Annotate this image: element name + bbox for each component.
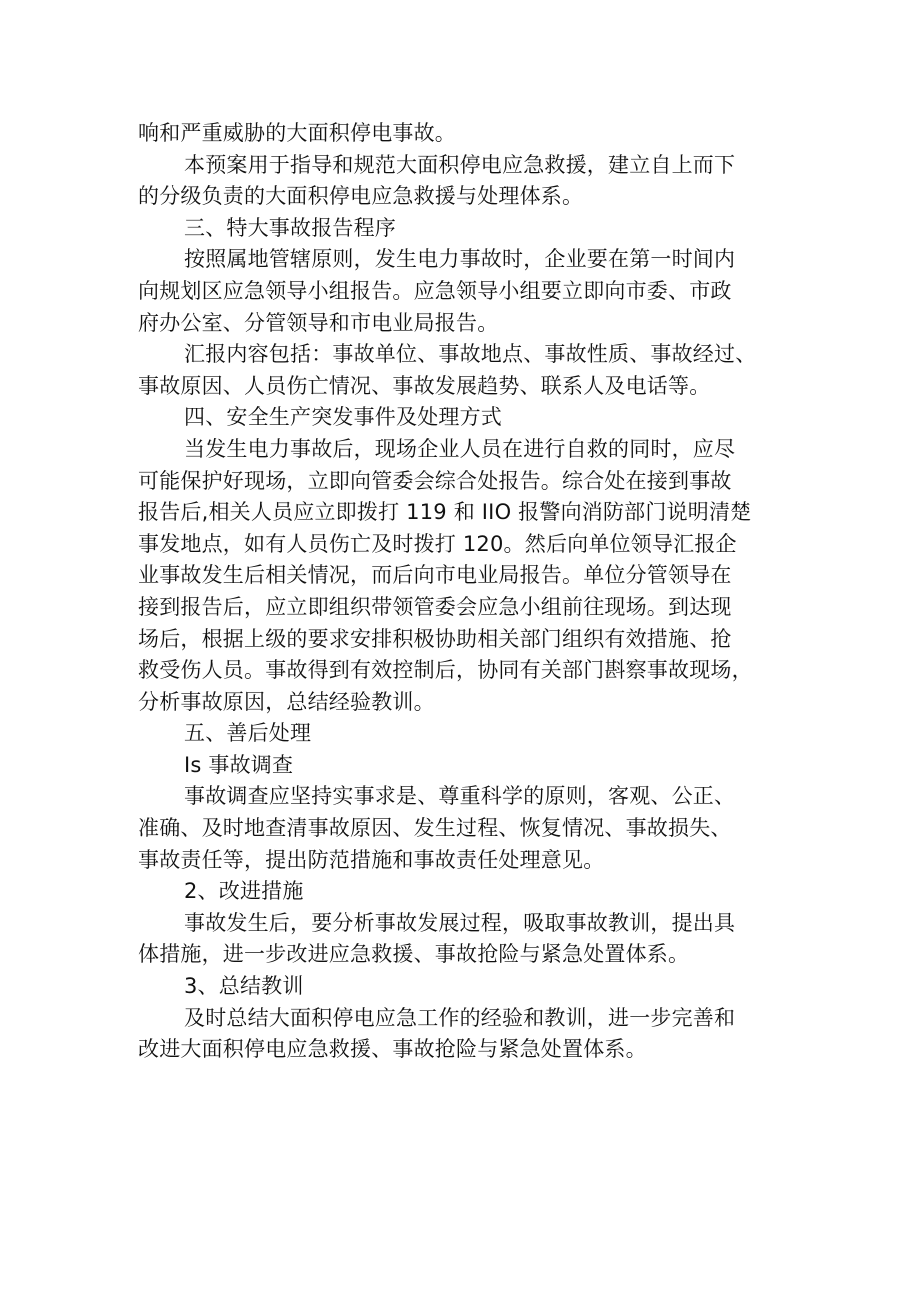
paragraph-start: 汇报内容包括：事故单位、事故地点、事故性质、事故经过、 xyxy=(184,342,757,367)
text-line: 接到报告后，应立即组织带领管委会应急小组前往现场。到达现 xyxy=(138,594,732,619)
text-line: 准确、及时地查清事故原因、发生过程、恢复情况、事故损失、 xyxy=(138,816,732,841)
subsection-heading-1: Is 事故调查 xyxy=(184,752,294,777)
section-heading-3: 三、特大事故报告程序 xyxy=(184,215,396,240)
paragraph-start: 按照属地管辖原则，发生电力事故时，企业要在第一时间内 xyxy=(184,247,736,272)
text-line: 改进大面积停电应急救援、事故抢险与紧急处置体系。 xyxy=(138,1037,647,1062)
text-line: 救受伤人员。事故得到有效控制后，协同有关部门斟察事故现场， xyxy=(138,658,753,683)
paragraph-start: 事故调查应坚持实事求是、尊重科学的原则，客观、公正、 xyxy=(184,784,736,809)
text-line: 业事故发生后相关情况，而后向市电业局报告。单位分管领导在 xyxy=(138,563,732,588)
paragraph-start: 及时总结大面积停电应急工作的经验和教训，进一步完善和 xyxy=(184,1005,736,1030)
subsection-heading-2: 2、改进措施 xyxy=(184,879,304,904)
paragraph-start: 本预案用于指导和规范大面积停电应急救援，建立自上而下 xyxy=(184,152,736,177)
subsection-heading-3: 3、总结教训 xyxy=(184,974,304,999)
text-line: 事故责任等，提出防范措施和事故责任处理意见。 xyxy=(138,847,605,872)
text-line: 分析事故原因，总结经验教训。 xyxy=(138,689,435,714)
paragraph-start: 事故发生后，要分析事故发展过程，吸取事故教训，提出具 xyxy=(184,910,736,935)
text-line: 事故原因、人员伤亡情况、事故发展趋势、联系人及电话等。 xyxy=(138,373,711,398)
text-line: 响和严重威胁的大面积停电事故。 xyxy=(138,121,456,145)
text-line: 报告后,相关人员应立即拨打 119 和 IIO 报警向消防部门说明清楚 xyxy=(138,500,752,525)
text-line: 的分级负责的大面积停电应急救援与处理体系。 xyxy=(138,184,584,209)
text-line: 场后，根据上级的要求安排积极协助相关部门组织有效措施、抢 xyxy=(138,626,732,651)
section-heading-5: 五、善后处理 xyxy=(184,721,312,746)
document-body xyxy=(138,118,808,1066)
text-line: 府办公室、分管领导和市电业局报告。 xyxy=(138,310,499,335)
text-line: 体措施，进一步改进应急救援、事故抢险与紧急处置体系。 xyxy=(138,942,690,967)
paragraph-start: 当发生电力事故后，现场企业人员在进行自救的同时，应尽 xyxy=(184,436,736,461)
section-heading-4: 四、安全生产突发事件及处理方式 xyxy=(184,405,502,430)
text-line: 向规划区应急领导小组报告。应急领导小组要立即向市委、市政 xyxy=(138,278,732,303)
text-line: 事发地点，如有人员伤亡及时拨打 120。然后向单位领导汇报企 xyxy=(138,531,737,556)
text-line: 可能保护好现场，立即向管委会综合处报告。综合处在接到事故 xyxy=(138,468,732,493)
